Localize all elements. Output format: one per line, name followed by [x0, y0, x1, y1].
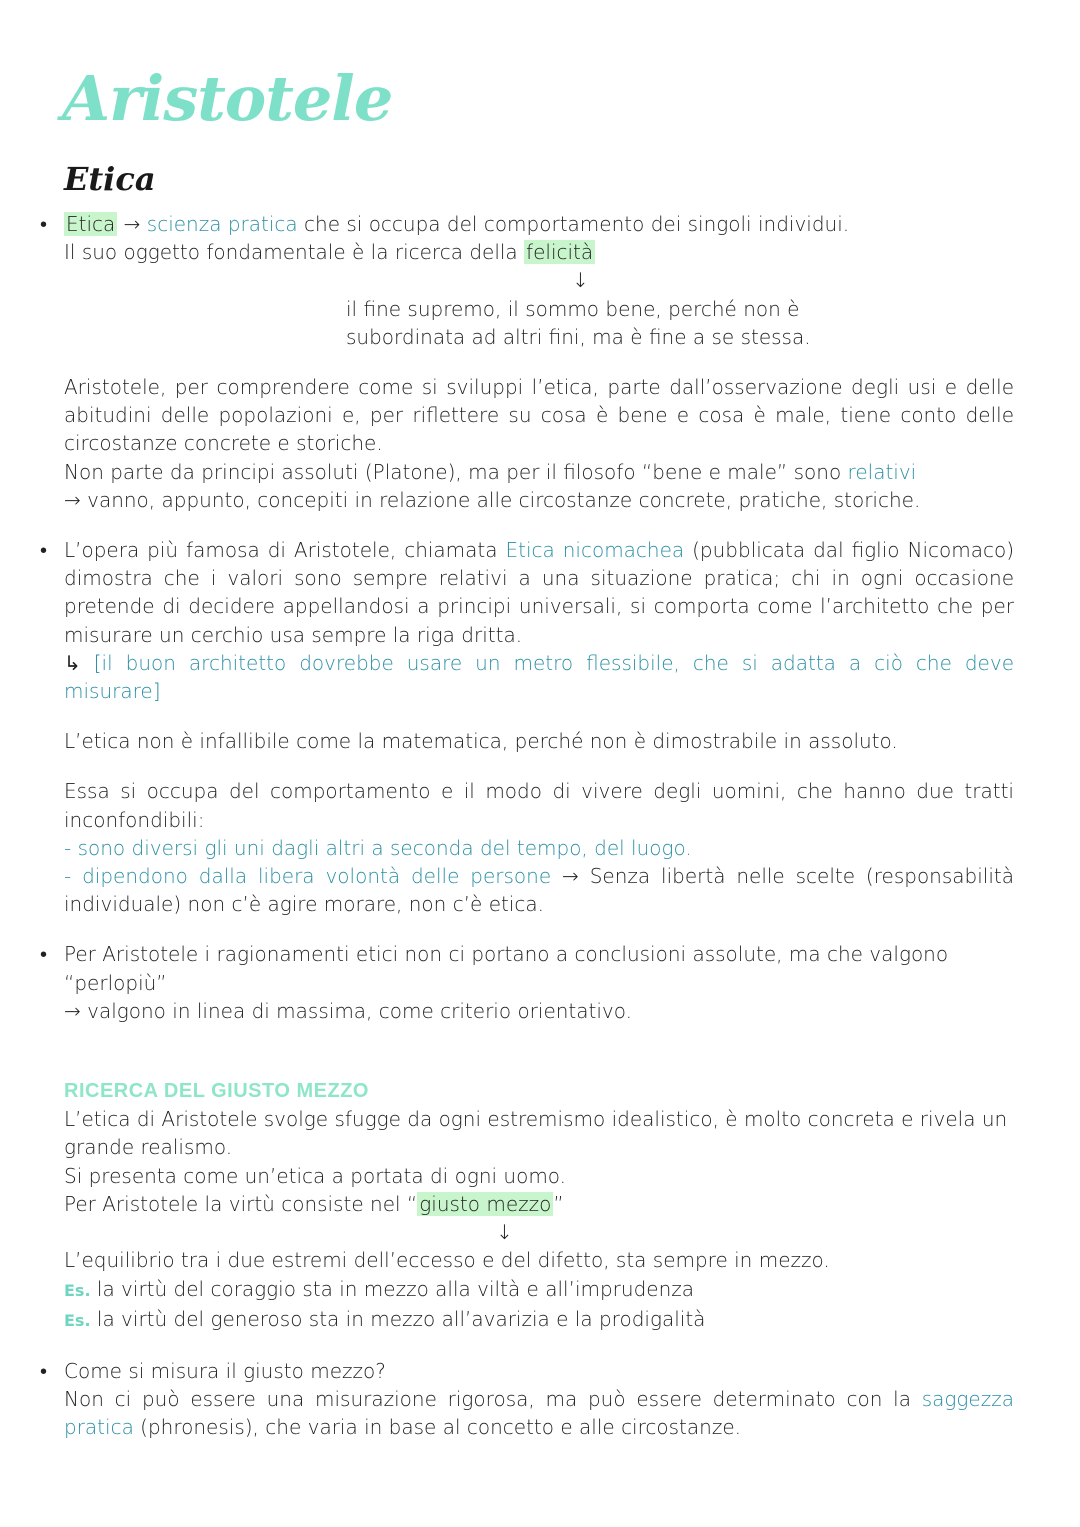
document-body [40, 210, 1015, 1442]
teal-term: relativi [847, 459, 917, 484]
bullet-ragionamenti [40, 940, 1014, 1025]
section-line: L’equilibrio tra i due estremi dell’eccesso e del difetto, sta sempre in mezzo. [64, 1248, 830, 1273]
section-line [64, 1190, 1014, 1218]
down-arrow-icon: ↓ [572, 268, 589, 293]
section-subtitle: Etica [64, 160, 156, 198]
down-arrow-icon: ↓ [496, 1220, 513, 1245]
text-run: Il suo oggetto fondamentale è la ricerca della [64, 240, 525, 265]
bullet-question: Come si misura il giusto mezzo? [64, 1358, 386, 1383]
page-title: Aristotele [62, 62, 393, 135]
indented-line: subordinata ad altri fini, ma è fine a se stessa. [346, 324, 811, 349]
example-label: Es. [64, 1280, 91, 1300]
paragraph-infallibile: L’etica non è infallibile come la matematica, perché non è dimostrabile in assoluto. [64, 729, 898, 754]
bullet-line: Per Aristotele i ragionamenti etici non ci portano a conclusioni assolute, ma che valgono “perlopiù” [64, 942, 949, 995]
bullet-etica-nicomachea [40, 536, 1015, 705]
teal-term: saggezza pratica [64, 1387, 1014, 1440]
example-line [64, 1305, 1014, 1335]
bullet-paragraph [64, 536, 1014, 649]
highlight-term: giusto mezzo [419, 1191, 552, 1216]
paragraph-line: → vanno, appunto, concepiti in relazione alle circostanze concrete, pratiche, storiche. [64, 487, 921, 512]
text-run: L’opera più famosa di Aristotele, chiamata [64, 538, 506, 563]
paragraph-line [64, 458, 1014, 486]
arrow-text: → [117, 212, 147, 236]
bullet-paragraph [64, 1385, 1014, 1441]
teal-note: [il buon architetto dovrebbe usare un metro flessibile, che si adatta a ciò che deve misurare] [64, 650, 1015, 704]
teal-term: - dipendono dalla libera volontà delle persone [64, 864, 552, 889]
text-run: (phronesis), che varia in base al concetto e alle circostanze. [133, 1415, 741, 1440]
section-giusto-mezzo [64, 1077, 1014, 1335]
highlight-term: felicità [526, 240, 594, 265]
bullet-dot-icon: • [40, 1358, 48, 1383]
text-run: Non parte da principi assoluti (Platone), ma per il filosofo “bene e male” sono [64, 459, 848, 484]
paragraph-text: Aristotele, per comprendere come si sviluppi l’etica, parte dall’osservazione degli usi e delle abitudini delle popolazioni e, per riflettere su cosa è bene e cosa è male, tiene conto delle circostanze concrete e storiche. [64, 375, 1014, 456]
bullet-line [64, 210, 1014, 238]
paragraph-text: Essa si occupa del comportamento e il modo di vivere degli uomini, che hanno due tratti inconfondibili: [64, 779, 1014, 832]
example-label: Es. [64, 1310, 91, 1330]
teal-term: scienza pratica [146, 212, 298, 236]
note-line [64, 649, 1014, 705]
bullet-dot-icon: • [40, 538, 48, 563]
bullet-etica [40, 210, 1014, 351]
dash-item [64, 862, 1014, 918]
teal-term: Etica nicomachea [505, 538, 685, 563]
indented-line: il fine supremo, il sommo bene, perché non è [346, 296, 800, 321]
return-arrow-icon: ↳ [64, 650, 94, 675]
highlight-term: Etica [66, 212, 116, 236]
bullet-line: → valgono in linea di massima, come criterio orientativo. [64, 998, 633, 1023]
bullet-dot-icon: • [40, 212, 48, 236]
bullet-dot-icon: • [40, 942, 48, 967]
bullet-misura [40, 1357, 1014, 1442]
text-run: ” [553, 1191, 564, 1216]
example-line [64, 1275, 1014, 1305]
bullet-line [64, 238, 1014, 266]
text-run: la virtù del coraggio sta in mezzo alla viltà e all’imprudenza [90, 1276, 695, 1301]
text-run: che si occupa del comportamento dei singoli individui. [297, 212, 850, 236]
text-run: Per Aristotele la virtù consiste nel “ [64, 1191, 418, 1216]
paragraph-osservazione [64, 373, 1014, 514]
section-line: L’etica di Aristotele svolge sfugge da ogni estremismo idealistico, è molto concreta e rivela un grande realismo. [64, 1107, 1008, 1160]
text-run: → Senza libertà nelle scelte (responsabilità individuale) non c’è agire morare, non c’è etica. [64, 864, 1014, 917]
section-heading: RICERCA DEL GIUSTO MEZZO [64, 1080, 369, 1103]
dash-item: - sono diversi gli uni dagli altri a seconda del tempo, del luogo. [64, 835, 692, 860]
text-run: Non ci può essere una misurazione rigorosa, ma può essere determinato con la [64, 1387, 922, 1412]
section-line: Si presenta come un’etica a portata di ogni uomo. [64, 1163, 567, 1188]
text-run: la virtù del generoso sta in mezzo all’avarizia e la prodigalità [90, 1306, 706, 1331]
paragraph-tratti [64, 777, 1014, 918]
text-run: (pubblicata dal figlio Nicomaco) dimostra che i valori sono sempre relativi a una situazione pratica; chi in ogni occasione pretende di decidere appellandosi a principi universali, si comporta come l’architetto che per misurare un cerchio usa sempre la riga dritta. [64, 538, 1015, 647]
